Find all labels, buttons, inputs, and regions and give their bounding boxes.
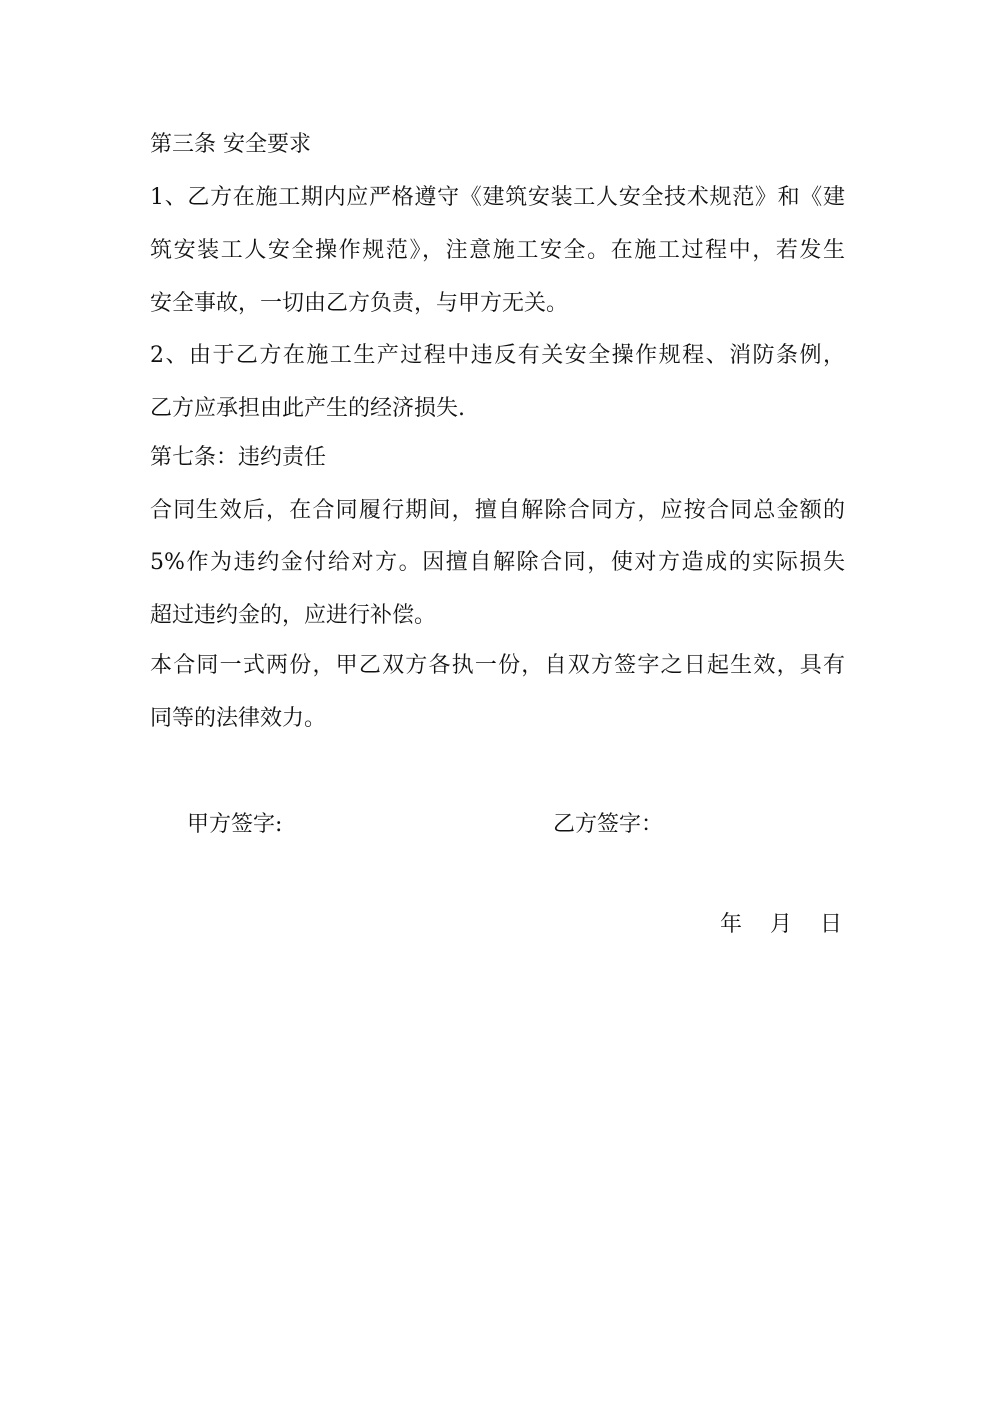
section7-para2-line-1: 本合同一式两份，甲乙双方各执一份，自双方签字之日起生效，具有: [150, 653, 845, 678]
date-line: 年 月 日: [720, 912, 842, 937]
party-b-signature-label: 乙方签字：: [553, 812, 664, 837]
clause1-line-2: 筑安装工人安全操作规范》，注意施工安全。在施工过程中，若发生: [150, 238, 845, 263]
section7-para2-line-2: 同等的法律效力。: [150, 706, 327, 731]
clause2-line-1: 2、由于乙方在施工生产过程中违反有关安全操作规程、消防条例，: [150, 343, 845, 368]
section3-heading: 第三条 安全要求: [150, 132, 311, 157]
party-a-signature-label: 甲方签字:: [187, 812, 283, 837]
clause2-line-2: 乙方应承担由此产生的经济损失.: [150, 396, 465, 421]
section7-para1-line-3: 超过违约金的，应进行补偿。: [150, 603, 437, 628]
section7-heading: 第七条：违约责任: [150, 445, 327, 470]
section7-para1-line-1: 合同生效后，在合同履行期间，擅自解除合同方，应按合同总金额的: [150, 498, 845, 523]
section7-para1-line-2: 5%作为违约金付给对方。因擅自解除合同，使对方造成的实际损失: [150, 550, 845, 575]
clause1-line-1: 1、乙方在施工期内应严格遵守《建筑安装工人安全技术规范》和《建: [150, 185, 845, 210]
clause1-line-3: 安全事故，一切由乙方负责，与甲方无关。: [150, 291, 569, 316]
